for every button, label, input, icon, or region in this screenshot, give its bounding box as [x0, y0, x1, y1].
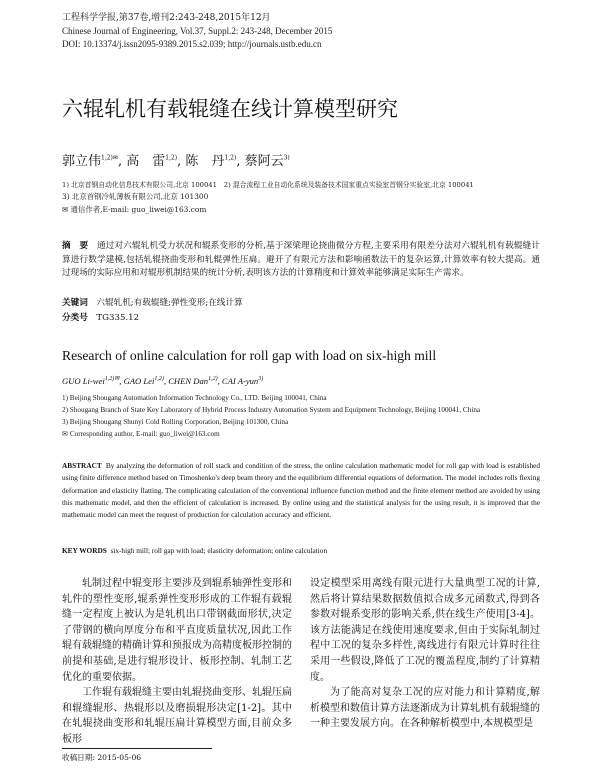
classification-cn	[62, 311, 139, 323]
author-list-cn	[62, 150, 290, 169]
keywords-en-label: KEY WORDS	[62, 546, 107, 555]
body-paragraph: 轧制过程中辊变形主要涉及到辊系轴弹性变形和轧件的塑性变形,辊系弹性变形形成的工作辊有载辊缝一定程度上被认为是轧机出口带钢截面形状,决定了带钢的横向厚度分布和平直度质量状况,因此工作辊有载辊缝的精确计算和预报成为高精度板形控制的前提和基础,是进行辊形设计、板形控制、轧制工艺优化的重要依据。	[62, 578, 292, 683]
body-column-left	[62, 576, 292, 748]
doi-line[interactable]: DOI: 10.13374/j.issn2095-9389.2015.s2.039; http://journals.ustb.edu.cn	[62, 39, 322, 49]
page-title-cn: 六辊轧机有载辊缝在线计算模型研究	[62, 97, 398, 121]
affiliation-cn: 3) 北京首钢冷轧薄板有限公司,北京 101300	[62, 192, 209, 201]
author-cn: 郭立伟$^{1,2)✉}$,	[62, 154, 123, 169]
author-en: GAO Lei$^{1,2)}$,	[123, 376, 167, 386]
abstract-cn-text: 通过对六辊轧机受力状况和辊系变形的分析,基于深梁理论挠曲微分方程,主要采用有限差分法对六辊轧机有载辊缝计算进行数学建模,包括轧辊挠曲变形和轧辊弹性压扁。避开了有限元方法和影响函数法干的复杂运算,计算效率有较大提高。通过现场的实际应用和对辊形机制结果的统计分析,表明该方法的计算精度和计算效率能够满足实际生产需求。	[62, 241, 540, 279]
corresponding-cn: ✉ 通信作者,E-mail: guo_liwei@163.com	[62, 205, 207, 214]
abstract-en	[62, 460, 540, 521]
keywords-cn	[62, 296, 243, 308]
abstract-cn-label: 摘 要	[62, 241, 89, 251]
affiliation-en: 1) Beijing Shougang Automation Information Technology Co., LTD. Beijing 100041, China	[62, 394, 327, 402]
affiliation-en: 2) Shougang Branch of State Key Laboratory of Hybrid Process Industry Automation System and Equipment Technology, Beijing 100041, China	[62, 406, 481, 414]
classification-text: TG335.12	[96, 313, 140, 323]
classification-label: 分类号	[62, 313, 88, 323]
author-en: GUO Li-wei$^{1,2)✉}$,	[62, 376, 122, 386]
author-cn: 高 雷$^{1,2)}$,	[126, 154, 182, 169]
body-paragraph: 工作辊有载辊缝主要由轧辊挠曲变形、轧辊压扁和辊缝辊形、热辊形以及磨损辊形决定[1-2]。其中在轧辊挠曲变形和轧辊压扁计算模型方面,目前众多板形	[62, 687, 292, 745]
journal-header-cn: 工程科学学报,第37卷,增刊2:243-248,2015年12月	[62, 13, 271, 23]
keywords-en	[62, 546, 327, 555]
author-list-en	[62, 376, 263, 386]
author-cn: 陈 丹$^{1,2)}$,	[185, 154, 241, 169]
abstract-en-label: ABSTRACT	[62, 461, 102, 470]
keywords-cn-label: 关键词	[62, 298, 88, 308]
abstract-cn	[62, 240, 540, 281]
affiliation-cn: 1) 北京首钢自动化信息技术有限公司,北京 100041 2) 混合流程工业自动化系统及装备技术国家重点实验室首钢分实验室,北京 100041	[62, 181, 474, 189]
body-column-right	[310, 576, 540, 732]
corresponding-en: ✉ Corresponding author, E-mail: guo_liwei@163.com	[62, 430, 220, 438]
keywords-en-text: six-high mill; roll gap with load; elasticity deformation; online calculation	[110, 546, 328, 555]
body-paragraph: 设定模型采用离线有限元进行大量典型工况的计算,然后将计算结果数据数值拟合成多元函数式,得到各参数对辊系变形的影响关系,供在线生产使用[3-4]。该方法能满足在线使用速度要求,但由于实际轧制过程中工况的复杂多样性,离线进行有限元计算时往往采用一些假设,降低了工况的覆盖程度,制约了计算精度。	[310, 578, 540, 683]
received-date: 收稿日期: 2015-05-06	[62, 753, 142, 762]
author-en: CAI A-yun$^{3)}$	[221, 376, 264, 386]
body-paragraph: 为了能高对复杂工况的应对能力和计算精度,解析模型和数值计算方法逐渐成为计算轧机有载辊缝的一种主要发展方向。在各种解析模型中,本规模型是	[310, 687, 540, 730]
author-cn: 蔡阿云$^{3)}$	[244, 154, 290, 169]
affiliation-en: 3) Beijing Shougang Shunyi Cold Rolling Corporation, Beijing 101300, China	[62, 418, 289, 426]
footnote-divider	[62, 748, 212, 749]
journal-header-en: Chinese Journal of Engineering, Vol.37, Suppl.2: 243-248, December 2015	[62, 26, 333, 36]
abstract-en-text: By analyzing the deformation of roll stack and condition of the stress, the online calculation mathematic model for roll gap with load is established using finite difference method based on Timoshenko's deep beam theory and the equilibrium differential equations of deformation. The model includes rolls flexing deformation and elasticity flatting. The complicating calculation of the conventional influence function method and the finite element method are avoided by using this mathematic model, and then the efficient of calculation is increased. By online using and the statistical analysis for the using result, it is improved that the mathematic model can meet the request of production for calculation accuracy and efficient.	[62, 461, 541, 520]
author-en: CHEN Dan$^{1,2)}$,	[168, 376, 220, 386]
keywords-cn-text: 六辊轧机;有载辊缝;弹性变形;在线计算	[96, 298, 243, 308]
page-title-en: Research of online calculation for roll gap with load on six-high mill	[62, 348, 437, 363]
